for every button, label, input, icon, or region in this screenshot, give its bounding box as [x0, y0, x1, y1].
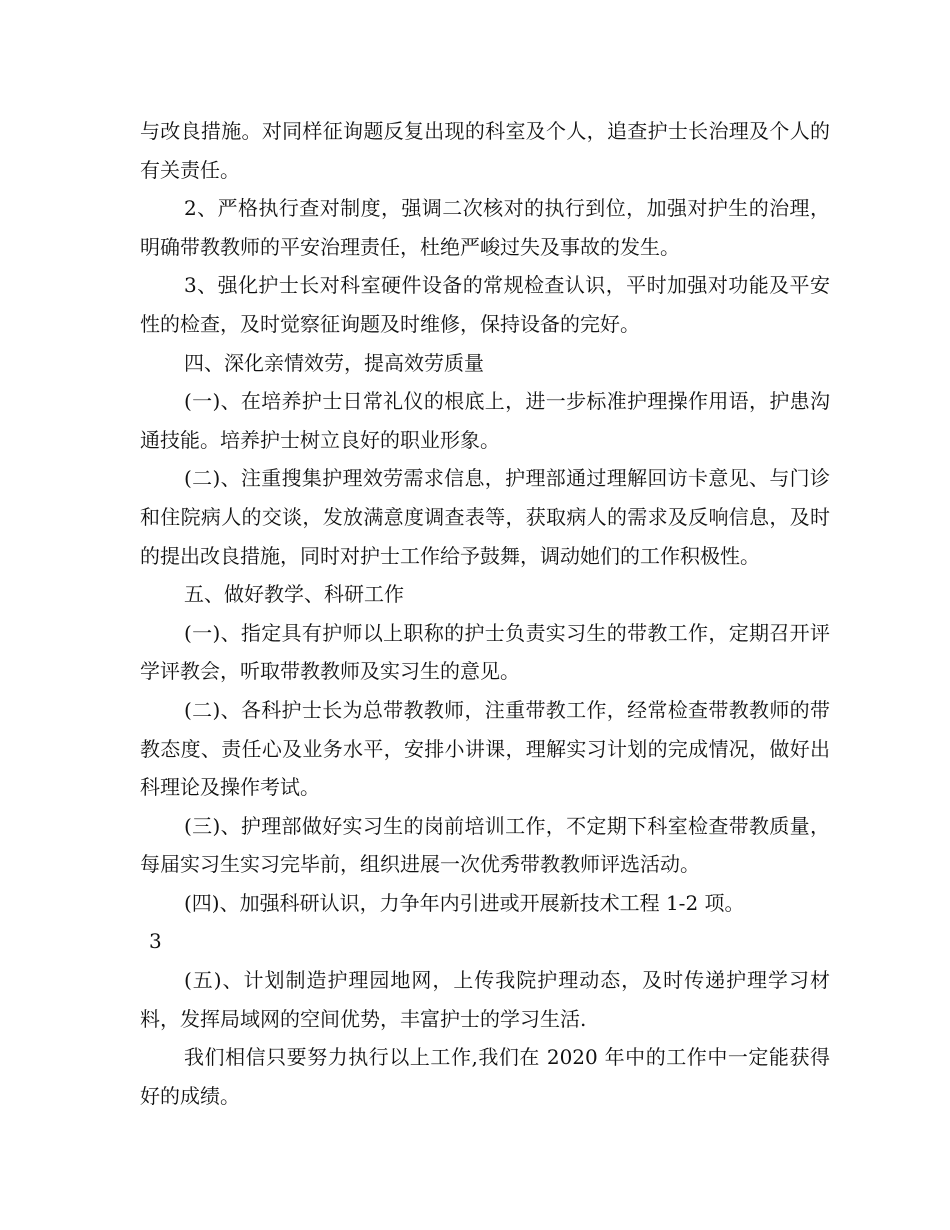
paragraph-4-1: (一)、在培养护士日常礼仪的根底上，进一步标准护理操作用语，护患沟通技能。培养护士树立良好的职业形象。 — [140, 389, 830, 452]
paragraph-continuation: 与改良措施。对同样征询题反复出现的科室及个人，追查护士长治理及个人的有关责任。 — [140, 119, 830, 182]
paragraph-item-3: 3、强化护士长对科室硬件设备的常规检查认识，平时加强对功能及平安性的检查，及时觉察征询题及时维修，保持设备的完好。 — [140, 273, 830, 336]
paragraph-5-4: (四)、加强科研认识，力争年内引进或开展新技术工程 1-2 项。 — [184, 890, 745, 915]
paragraph-5-3: (三)、护理部做好实习生的岗前培训工作，不定期下科室检查带教质量，每届实习生实习完毕前，组织进展一次优秀带教教师评选活动。 — [140, 813, 830, 877]
section-heading-4: 四、深化亲情效劳，提高效劳质量 — [184, 350, 484, 375]
paragraph-4-2: (二)、注重搜集护理效劳需求信息，护理部通过理解回访卡意见、与门诊和住院病人的交谈，发放满意度调查表等，获取病人的需求及反响信息，及时的提出改良措施，同时对护士工作给予鼓舞，调动她们的工作积极性。 — [140, 466, 830, 568]
paragraph-5-1: (一)、指定具有护师以上职称的护士负责实习生的带教工作，定期召开评学评教会，听取带教教师及实习生的意见。 — [140, 620, 830, 684]
document-body — [140, 112, 830, 1115]
paragraph-5-2: (二)、各科护士长为总带教教师，注重带教工作，经常检查带教教师的带教态度、责任心及业务水平，安排小讲课，理解实习计划的完成情况，做好出科理论及操作考试。 — [140, 697, 830, 800]
section-heading-5: 五、做好教学、科研工作 — [184, 582, 404, 607]
closing-paragraph: 我们相信只要努力执行以上工作,我们在 2020 年中的工作中一定能获得好的成绩。 — [140, 1045, 830, 1108]
paragraph-5-5: (五)、计划制造护理园地网，上传我院护理动态，及时传递护理学习材料，发挥局域网的空间优势，丰富护士的学习生活. — [140, 968, 830, 1031]
page-number: 3 — [149, 929, 162, 954]
paragraph-item-2: 2、严格执行查对制度，强调二次核对的执行到位，加强对护生的治理，明确带教教师的平安治理责任，杜绝严峻过失及事故的发生。 — [140, 196, 830, 259]
